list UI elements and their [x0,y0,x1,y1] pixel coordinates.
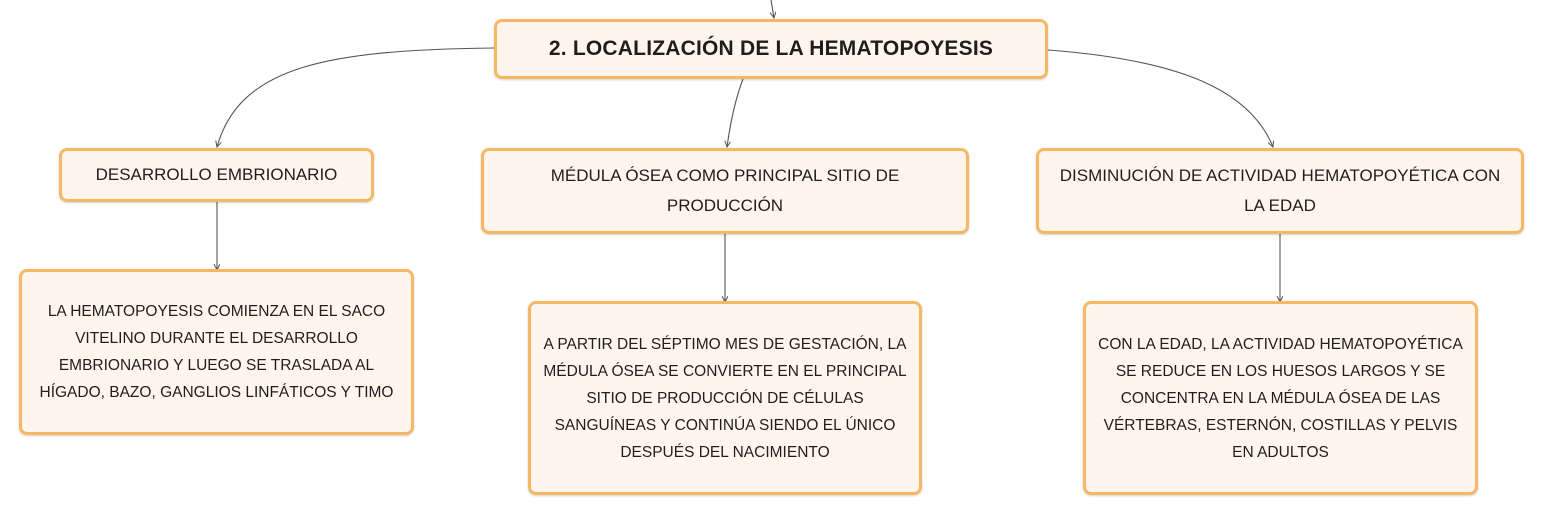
leaf-text: LA HEMATOPOYESIS COMIENZA EN EL SACO VITELINO DURANTE EL DESARROLLO EMBRIONARIO Y LUEGO SE TRASLADA AL HÍGADO, BAZO, GANGLIOS LINFÁTICOS Y TIMO [39,303,394,401]
branch-label: DISMINUCIÓN DE ACTIVIDAD HEMATOPOYÉTICA CON LA EDAD [1059,166,1501,215]
branch-node-bone-marrow[interactable] [481,148,969,234]
branch-node-age-decline[interactable] [1036,148,1524,234]
branch-node-embryonic[interactable] [59,148,374,202]
branch-label: MÉDULA ÓSEA COMO PRINCIPAL SITIO DE PRODUCCIÓN [550,166,900,215]
leaf-text: A PARTIR DEL SÉPTIMO MES DE GESTACIÓN, LA MÉDULA ÓSEA SE CONVIERTE EN EL PRINCIPAL SITIO DE PRODUCCIÓN DE CÉLULAS SANGUÍNEAS Y CONTINÚA SIENDO EL ÚNICO DESPUÉS DEL NACIMIENTO [543,335,907,461]
connector-root-to-branch-1 [217,48,494,147]
leaf-text: CON LA EDAD, LA ACTIVIDAD HEMATOPOYÉTICA SE REDUCE EN LOS HUESOS LARGOS Y SE CONCENTRA EN LA MÉDULA ÓSEA DE LAS VÉRTEBRAS, ESTERNÓN, COSTILLAS Y PELVIS EN ADULTOS [1098,335,1463,461]
branch-label: DESARROLLO EMBRIONARIO [95,165,338,184]
root-title: 2. LOCALIZACIÓN DE LA HEMATOPOYESIS [548,37,994,60]
connector-root-to-branch-3 [1048,50,1273,147]
leaf-node-age-decline-detail[interactable] [1083,301,1478,495]
leaf-node-embryonic-detail[interactable] [19,269,414,435]
connector-parent-to-root [771,0,774,18]
leaf-node-bone-marrow-detail[interactable] [528,301,922,495]
root-node[interactable] [494,19,1048,79]
connector-root-to-branch-2 [727,79,743,147]
